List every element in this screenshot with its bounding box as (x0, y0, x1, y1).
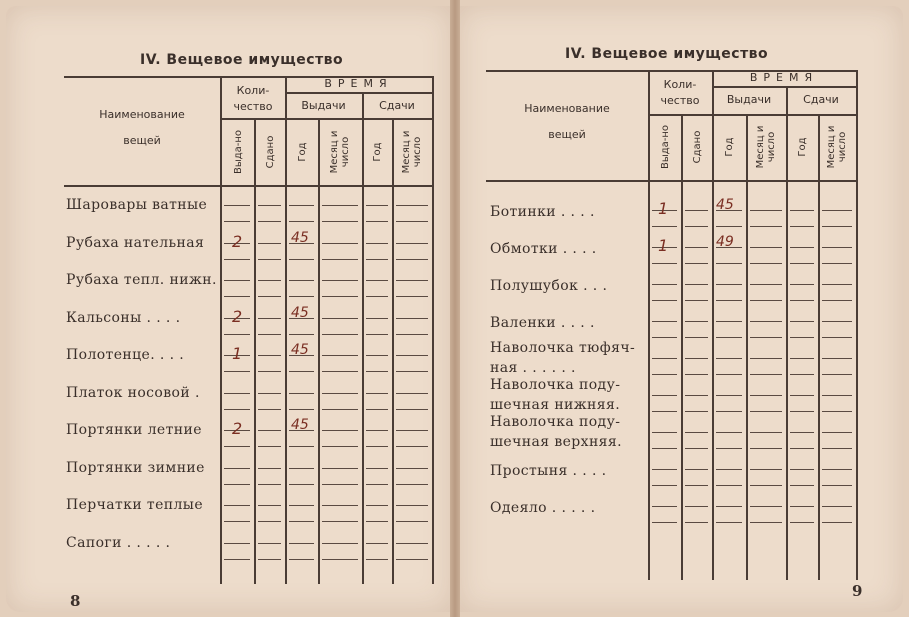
left-cell-line (258, 318, 281, 319)
left-cell-line (366, 259, 388, 260)
right-cell-line (685, 522, 708, 523)
left-handwritten-qty: 2 (232, 231, 243, 251)
right-cell-line (685, 321, 708, 322)
right-cell-line (750, 432, 782, 433)
right-cell-line (652, 485, 677, 486)
left-item-name: Портянки зимние (66, 459, 205, 476)
right-cell-line (822, 300, 852, 301)
left-cell-line (396, 559, 428, 560)
left-cell-line (366, 221, 388, 222)
right-item-name-2: ная . . . . . . (490, 360, 576, 376)
right-column-rule (681, 114, 683, 580)
left-cell-line (366, 505, 388, 506)
left-column-rule (432, 76, 434, 584)
left-cell-line (322, 559, 358, 560)
right-item-name: Полушубок . . . (490, 278, 608, 294)
right-cell-line (685, 210, 708, 211)
left-cell-line (366, 559, 388, 560)
right-cell-line (652, 374, 677, 375)
left-cell-line (322, 221, 358, 222)
left-cell-line (289, 484, 314, 485)
right-cell-line (822, 263, 852, 264)
left-cell-line (224, 543, 250, 544)
left-cell-line (289, 371, 314, 372)
right-header-bottom-rule (486, 180, 856, 182)
left-cell-line (258, 393, 281, 394)
right-cell-line (716, 374, 742, 375)
left-header-name-2: вещей (123, 134, 161, 147)
left-cell-line (396, 243, 428, 244)
left-cell-line (322, 505, 358, 506)
left-cell-line (366, 371, 388, 372)
left-cell-line (289, 468, 314, 469)
right-cell-line (750, 284, 782, 285)
right-cell-line (822, 210, 852, 211)
left-cell-line (224, 280, 250, 281)
left-cell-line (289, 280, 314, 281)
right-cell-line (652, 321, 677, 322)
right-header-quantity: Коли- (663, 78, 697, 91)
right-cell-line (652, 337, 677, 338)
left-cell-line (396, 280, 428, 281)
right-cell-line (750, 522, 782, 523)
right-cell-line (822, 506, 852, 507)
left-cell-line (224, 296, 250, 297)
right-cell-line (822, 485, 852, 486)
left-cell-line (366, 484, 388, 485)
right-cell-line (750, 506, 782, 507)
right-cell-line (652, 226, 677, 227)
right-cell-line (790, 506, 814, 507)
right-issue-rule (648, 114, 856, 116)
right-header-returned: Сдано (691, 130, 702, 164)
left-cell-line (396, 318, 428, 319)
left-cell-line (322, 521, 358, 522)
right-cell-line (790, 395, 814, 396)
left-cell-line (396, 543, 428, 544)
right-header-quantity-2: чество (660, 94, 700, 107)
left-cell-line (289, 446, 314, 447)
right-handwritten-qty: 1 (658, 199, 669, 218)
left-cell-line (289, 393, 314, 394)
right-cell-line (790, 284, 814, 285)
left-header-name: Наименование (99, 108, 185, 121)
left-header-issue: Выдачи (301, 99, 346, 112)
right-cell-line (790, 247, 814, 248)
right-handwritten-qty: 1 (658, 236, 669, 255)
left-cell-line (258, 296, 281, 297)
left-cell-line (366, 296, 388, 297)
right-cell-line (822, 448, 852, 449)
left-header-bottom-rule (64, 185, 432, 187)
left-cell-line (289, 259, 314, 260)
left-handwritten-qty: 2 (232, 419, 243, 438)
right-cell-line (685, 247, 708, 248)
left-cell-line (396, 430, 428, 431)
right-cell-line (652, 506, 677, 507)
left-cell-line (322, 243, 358, 244)
left-cell-line (224, 505, 250, 506)
right-cell-line (685, 226, 708, 227)
left-cell-line (224, 205, 250, 206)
right-cell-line (822, 247, 852, 248)
right-cell-line (750, 300, 782, 301)
left-cell-line (322, 259, 358, 260)
left-cell-line (322, 446, 358, 447)
right-item-name: Наволочка поду- (490, 377, 621, 393)
left-cell-line (322, 430, 358, 431)
left-handwritten-year: 45 (291, 417, 309, 433)
right-item-name: Ботинки . . . . (490, 204, 595, 220)
left-handwritten-year: 45 (291, 229, 309, 246)
right-column-rule (818, 114, 820, 580)
left-header-returned: Сдано (264, 135, 275, 168)
right-cell-line (750, 395, 782, 396)
right-cell-line (822, 395, 852, 396)
left-cell-line (366, 355, 388, 356)
left-cell-line (289, 334, 314, 335)
left-cell-line (258, 521, 281, 522)
right-cell-line (685, 506, 708, 507)
left-handwritten-qty: 2 (232, 306, 243, 326)
right-header-name: Наименование (524, 102, 610, 115)
right-cell-line (652, 284, 677, 285)
left-cell-line (224, 393, 250, 394)
right-cell-line (652, 469, 677, 470)
left-cell-line (366, 393, 388, 394)
right-cell-line (790, 226, 814, 227)
left-header-return: Сдачи (379, 99, 415, 112)
right-cell-line (716, 321, 742, 322)
right-cell-line (750, 469, 782, 470)
right-cell-line (822, 358, 852, 359)
left-cell-line (322, 318, 358, 319)
book-gutter (450, 0, 460, 617)
left-cell-line (289, 559, 314, 560)
left-item-name: Платок носовой . (66, 384, 200, 401)
left-cell-line (322, 371, 358, 372)
right-cell-line (716, 263, 742, 264)
left-cell-line (366, 318, 388, 319)
right-cell-line (685, 432, 708, 433)
left-cell-line (322, 393, 358, 394)
right-cell-line (750, 374, 782, 375)
right-page-number: 9 (852, 582, 863, 600)
left-item-name: Рубаха нательная (66, 234, 205, 251)
right-header-issued: Выда-но (659, 124, 670, 170)
left-item-name: Рубаха тепл. нижн. (66, 272, 217, 288)
left-item-name: Портянки летние (66, 422, 202, 438)
right-item-name: Одеяло . . . . . (490, 500, 596, 516)
left-cell-line (366, 409, 388, 410)
right-cell-line (790, 411, 814, 412)
right-cell-line (685, 485, 708, 486)
right-cell-line (750, 321, 782, 322)
left-cell-line (396, 205, 428, 206)
right-cell-line (716, 485, 742, 486)
right-page-title: IV. Вещевое имущество (565, 46, 769, 62)
left-cell-line (224, 334, 250, 335)
right-handwritten-year: 49 (716, 234, 734, 250)
left-header-issued: Выда-но (232, 129, 243, 174)
left-cell-line (258, 355, 281, 356)
left-cell-line (322, 468, 358, 469)
right-cell-line (750, 210, 782, 211)
right-item-name: Простыня . . . . (490, 463, 607, 479)
left-header-year: Год (371, 141, 383, 162)
left-cell-line (224, 468, 250, 469)
right-cell-line (652, 395, 677, 396)
left-cell-line (322, 205, 358, 206)
left-item-name: Перчатки теплые (66, 497, 204, 513)
right-cell-line (822, 321, 852, 322)
left-header-time: ВРЕМЯ (324, 77, 393, 90)
left-cell-line (366, 543, 388, 544)
right-cell-line (790, 469, 814, 470)
right-cell-line (822, 411, 852, 412)
left-item-name: Полотенце. . . . (66, 347, 185, 363)
right-cell-line (822, 522, 852, 523)
left-column-rule (318, 118, 320, 584)
right-item-name: Обмотки . . . . (490, 241, 597, 257)
left-cell-line (366, 446, 388, 447)
right-header-time: ВРЕМЯ (749, 71, 819, 84)
right-cell-line (685, 358, 708, 359)
right-cell-line (750, 247, 782, 248)
left-issue-rule (221, 118, 432, 120)
left-cell-line (258, 559, 281, 560)
right-cell-line (685, 411, 708, 412)
left-cell-line (224, 221, 250, 222)
right-cell-line (652, 300, 677, 301)
left-item-name: Кальсоны . . . . (66, 309, 181, 326)
left-cell-line (366, 243, 388, 244)
left-cell-line (224, 371, 250, 372)
right-cell-line (716, 300, 742, 301)
right-cell-line (750, 448, 782, 449)
left-cell-line (322, 543, 358, 544)
right-column-rule (856, 70, 858, 580)
left-cell-line (258, 543, 281, 544)
right-cell-line (652, 411, 677, 412)
left-cell-line (322, 280, 358, 281)
right-cell-line (685, 284, 708, 285)
right-cell-line (716, 448, 742, 449)
right-cell-line (822, 374, 852, 375)
left-cell-line (258, 280, 281, 281)
left-cell-line (289, 543, 314, 544)
left-cell-line (322, 484, 358, 485)
left-cell-line (396, 334, 428, 335)
left-cell-line (366, 334, 388, 335)
left-cell-line (258, 446, 281, 447)
right-cell-line (790, 300, 814, 301)
right-cell-line (716, 506, 742, 507)
left-handwritten-year: 45 (291, 342, 309, 358)
right-cell-line (716, 469, 742, 470)
right-cell-line (685, 374, 708, 375)
left-cell-line (396, 468, 428, 469)
right-cell-line (652, 448, 677, 449)
right-cell-line (790, 448, 814, 449)
right-cell-line (790, 321, 814, 322)
left-cell-line (322, 334, 358, 335)
right-cell-line (750, 226, 782, 227)
left-cell-line (322, 355, 358, 356)
left-page-title: IV. Вещевое имущество (140, 52, 344, 68)
left-cell-line (322, 409, 358, 410)
right-item-name: Наволочка тюфяч- (490, 340, 636, 356)
left-column-rule (254, 118, 256, 584)
left-cell-line (289, 296, 314, 297)
right-cell-line (822, 284, 852, 285)
right-cell-line (716, 411, 742, 412)
right-cell-line (652, 432, 677, 433)
right-header-year: Год (796, 137, 808, 157)
left-item-name: Сапоги . . . . . (66, 534, 171, 551)
right-cell-line (822, 337, 852, 338)
left-cell-line (396, 409, 428, 410)
left-cell-line (396, 521, 428, 522)
right-header-month-day: Месяц и число (755, 125, 777, 169)
right-cell-line (822, 432, 852, 433)
right-cell-line (716, 522, 742, 523)
left-cell-line (396, 355, 428, 356)
left-cell-line (396, 221, 428, 222)
right-cell-line (716, 337, 742, 338)
left-cell-line (289, 505, 314, 506)
right-cell-line (790, 432, 814, 433)
right-cell-line (790, 263, 814, 264)
right-cell-line (750, 485, 782, 486)
right-cell-line (790, 358, 814, 359)
left-cell-line (396, 505, 428, 506)
left-column-rule (220, 76, 222, 584)
left-column-rule (392, 118, 394, 584)
left-cell-line (396, 484, 428, 485)
left-cell-line (258, 468, 281, 469)
right-cell-line (750, 337, 782, 338)
left-cell-line (289, 205, 314, 206)
left-cell-line (224, 259, 250, 260)
left-header-quantity: Коли- (236, 84, 270, 97)
right-cell-line (790, 485, 814, 486)
left-page-number: 8 (70, 592, 81, 610)
left-cell-line (322, 296, 358, 297)
left-cell-line (366, 430, 388, 431)
left-cell-line (258, 205, 281, 206)
left-cell-line (258, 409, 281, 410)
left-cell-line (289, 221, 314, 222)
right-cell-line (790, 337, 814, 338)
left-cell-line (396, 446, 428, 447)
right-cell-line (685, 448, 708, 449)
left-cell-line (396, 393, 428, 394)
left-cell-line (224, 446, 250, 447)
right-cell-line (822, 469, 852, 470)
right-cell-line (790, 374, 814, 375)
left-cell-line (289, 521, 314, 522)
right-cell-line (822, 226, 852, 227)
right-column-rule (746, 114, 748, 580)
left-cell-line (258, 430, 281, 431)
right-header-return: Сдачи (803, 93, 839, 106)
right-cell-line (716, 432, 742, 433)
right-cell-line (716, 226, 742, 227)
left-cell-line (224, 484, 250, 485)
left-cell-line (224, 409, 250, 410)
left-cell-line (258, 221, 281, 222)
right-header-name-2: вещей (548, 128, 586, 141)
left-header-quantity-2: чество (233, 100, 273, 113)
left-cell-line (258, 259, 281, 260)
right-cell-line (652, 263, 677, 264)
left-handwritten-qty: 1 (232, 344, 243, 363)
right-header-month-day: Месяц и число (826, 125, 848, 169)
left-cell-line (258, 243, 281, 244)
right-cell-line (750, 411, 782, 412)
right-cell-line (685, 300, 708, 301)
right-cell-line (652, 522, 677, 523)
right-item-name-2: шечная нижняя. (490, 397, 621, 413)
left-cell-line (366, 468, 388, 469)
right-cell-line (685, 395, 708, 396)
left-item-name: Шаровары ватные (66, 197, 208, 213)
left-cell-line (258, 505, 281, 506)
right-item-name: Валенки . . . . (490, 315, 595, 331)
right-cell-line (685, 337, 708, 338)
left-header-year: Год (296, 141, 307, 162)
left-cell-line (366, 280, 388, 281)
right-cell-line (790, 210, 814, 211)
left-cell-line (258, 484, 281, 485)
right-cell-line (716, 395, 742, 396)
right-cell-line (750, 263, 782, 264)
right-cell-line (790, 522, 814, 523)
left-cell-line (366, 205, 388, 206)
left-cell-line (224, 521, 250, 522)
left-cell-line (396, 371, 428, 372)
left-cell-line (224, 559, 250, 560)
right-cell-line (716, 284, 742, 285)
right-item-name: Наволочка поду- (490, 414, 621, 430)
right-cell-line (685, 263, 708, 264)
right-header-year: Год (723, 137, 735, 157)
right-item-name-2: шечная верхняя. (490, 434, 622, 450)
left-cell-line (289, 409, 314, 410)
right-cell-line (652, 358, 677, 359)
left-header-month-day: Месяц и число (401, 130, 423, 173)
left-cell-line (366, 521, 388, 522)
right-cell-line (685, 469, 708, 470)
right-header-issue: Выдачи (726, 93, 772, 106)
right-cell-line (750, 358, 782, 359)
left-cell-line (258, 371, 281, 372)
left-handwritten-year: 45 (291, 304, 309, 321)
left-cell-line (396, 259, 428, 260)
left-header-month-day: Месяц и число (329, 130, 351, 173)
right-handwritten-year: 45 (716, 197, 734, 213)
left-cell-line (396, 296, 428, 297)
left-cell-line (258, 334, 281, 335)
right-cell-line (716, 358, 742, 359)
